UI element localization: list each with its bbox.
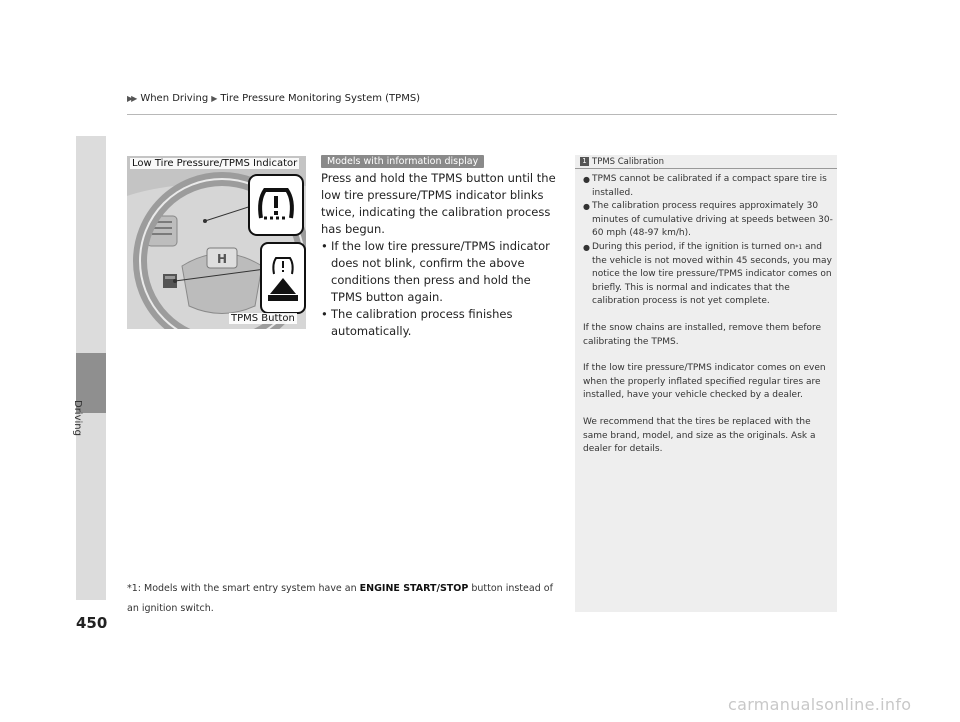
- footnote-ref[interactable]: *1: [795, 243, 803, 251]
- watermark: carmanualsonline.info: [728, 695, 912, 714]
- instruction-text: [321, 170, 561, 340]
- instruction-intro: Press and hold the TPMS button until the low tire pressure/TPMS indicator blinks twice, indicating the calibration process has begun.: [321, 171, 556, 236]
- sidebar-title: TPMS Calibration: [592, 156, 664, 167]
- dashboard-figure: [127, 156, 306, 329]
- notes-sidebar: [575, 155, 837, 612]
- list-item: • If the low tire pressure/TPMS indicator does not blink, confirm the above conditions then press and hold the TPMS button again.: [321, 238, 561, 306]
- chevron-right-icon: ▶▶: [127, 94, 136, 103]
- list-item: ● The calibration process requires approximately 30 minutes of cumulative driving at speeds between 30-60 mph (48-97 km/h).: [583, 200, 833, 241]
- breadcrumb-item-tpms[interactable]: Tire Pressure Monitoring System (TPMS): [220, 93, 421, 104]
- chevron-right-icon: ▶: [211, 94, 216, 103]
- sidebar-paragraph: We recommend that the tires be replaced with the same brand, model, and size as the originals. Ask a dealer for details.: [583, 416, 816, 455]
- figure-label-button: TPMS Button: [231, 313, 295, 324]
- list-item: • The calibration process finishes automatically.: [321, 306, 561, 340]
- svg-text:H: H: [216, 252, 228, 266]
- list-item: ● TPMS cannot be calibrated if a compact spare tire is installed.: [583, 173, 833, 200]
- figure-label-indicator: Low Tire Pressure/TPMS Indicator: [132, 158, 298, 169]
- model-badge: Models with information display: [321, 155, 484, 168]
- sidebar-body: [583, 173, 833, 457]
- sidebar-paragraph: If the snow chains are installed, remove them before calibrating the TPMS.: [583, 322, 822, 347]
- sidebar-paragraph: If the low tire pressure/TPMS indicator comes on even when the properly inflated specified regular tires are installed, have your vehicle checked by a dealer.: [583, 363, 826, 401]
- page-number: 450: [76, 614, 108, 632]
- note-number-badge: 1: [580, 157, 589, 166]
- chapter-label: Driving: [72, 400, 83, 436]
- list-item: [583, 241, 833, 309]
- bullet-text: and the vehicle is not moved within 45 seconds, you may notice the low tire pressure/TPMS indicator comes on briefly. This is normal and indicates that the calibration process is not yet complete.: [592, 241, 832, 307]
- sidebar-bullets: [583, 173, 833, 309]
- footnote-bold: ENGINE START/STOP: [359, 583, 469, 594]
- tpms-button-icon: [260, 242, 306, 314]
- breadcrumb-item-when-driving[interactable]: When Driving: [140, 93, 209, 104]
- footnote-prefix: *1: Models with the smart entry system have an: [127, 583, 360, 594]
- footnote-suffix: button instead of an ignition switch.: [127, 583, 553, 614]
- bullet-text: During this period, if the ignition is turned on: [592, 241, 796, 252]
- instruction-bullets: [321, 238, 561, 340]
- tpms-indicator-icon: [248, 174, 304, 236]
- breadcrumb: [127, 93, 420, 104]
- footnote: [127, 579, 567, 619]
- sidebar-header: [575, 155, 837, 169]
- header-rule: [127, 114, 837, 115]
